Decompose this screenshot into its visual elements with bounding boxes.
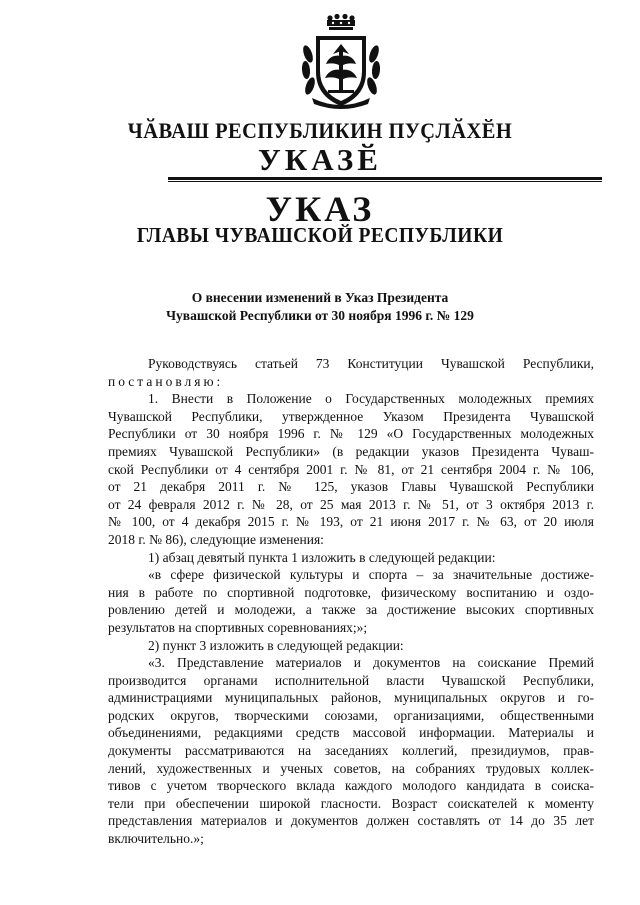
body-line: производится органами исполнительной власти Чувашской Республики, <box>108 672 594 688</box>
body-line: Чувашской Республики, утвержденное Указом Президента Чувашской <box>108 408 594 424</box>
body-line: 2018 г. № 86), следующие изменения: <box>108 531 324 547</box>
body-line: ния в работе по спортивной подготовке, физическому воспитанию и оздо- <box>108 584 594 600</box>
body-line: «в сфере физической культуры и спорта – за значительные достиже- <box>148 567 594 583</box>
body-line: объединениями, редакциями средств массовой информации. Материалы и <box>108 725 594 741</box>
body-line: представления материалов и документов должен составлять от 14 до 35 лет <box>108 813 594 829</box>
coat-of-arms-emblem <box>300 14 382 112</box>
chuvash-header-line: ЧӐВАШ РЕСПУБЛИКИН ПУҪЛӐХӖН <box>127 118 513 143</box>
body-line: «3. Представление материалов и документов на соискание Премий <box>148 655 594 671</box>
body-line: тивов с учетом творческого вклада каждого молодого кандидата в соиска- <box>108 778 594 794</box>
body-line: 1. Внести в Положение о Государственных молодежных премиях <box>148 391 594 407</box>
body-line: администрациями муниципальных районов, муниципальных округов и го- <box>108 690 594 706</box>
body-line: 2) пункт 3 изложить в следующей редакции: <box>148 637 404 653</box>
body-line: постановляю: <box>108 373 224 389</box>
body-line: от 24 февраля 2012 г. № 28, от 25 мая 2013 г. № 51, от 3 октября 2013 г. <box>108 496 594 512</box>
body-line: 1) абзац девятый пункта 1 изложить в следующей редакции: <box>148 549 496 565</box>
document-title <box>0 289 640 325</box>
body-line: ской Республики от 4 сентября 2001 г. № 81, от 21 сентября 2004 г. № 106, <box>108 461 594 477</box>
body-line: родских округов, творческими союзами, организациями, общественными <box>108 707 594 723</box>
chuvash-decree-word: УКАЗӖ <box>258 142 382 177</box>
body-line: ровлению детей и молодежи, а также за достижение высоких спортивных <box>108 602 594 618</box>
body-line: № 100, от 4 декабря 2015 г. № 193, от 21 июня 2017 г. № 63, от 20 июля <box>108 514 594 530</box>
body-line: включительно.»; <box>108 831 204 847</box>
document-body <box>108 355 594 848</box>
body-line: документы рассматриваются на заседаниях коллегий, президиумов, прав- <box>108 743 594 759</box>
russian-decree-word: УКАЗ <box>265 189 375 229</box>
body-line: лений, художественных и ученых советов, на собраниях трудовых коллек- <box>108 760 594 776</box>
document-title-line: О внесении изменений в Указ Президента <box>191 290 449 305</box>
header-divider-thick <box>168 177 602 180</box>
body-line: премиях Чувашской Республики» (в редакции указов Президента Чуваш- <box>108 443 594 459</box>
document-title-line: Чувашской Республики от 30 ноября 1996 г. № 129 <box>166 308 474 323</box>
body-line: Республики от 30 ноября 1996 г. № 129 «О Государственных молодежных <box>108 426 594 442</box>
body-line: Руководствуясь статьей 73 Конституции Чувашской Республики, <box>148 356 594 371</box>
russian-header-line: ГЛАВЫ ЧУВАШСКОЙ РЕСПУБЛИКИ <box>136 223 504 247</box>
header-divider-thin <box>168 181 602 182</box>
body-line: тели при обеспечении широкой гласности. Возраст соискателей к моменту <box>108 795 594 811</box>
body-line: результатов на спортивных соревнованиях;»; <box>108 619 368 635</box>
body-line: от 21 декабря 2011 г. № 125, указов Главы Чувашской Республики <box>108 479 594 495</box>
